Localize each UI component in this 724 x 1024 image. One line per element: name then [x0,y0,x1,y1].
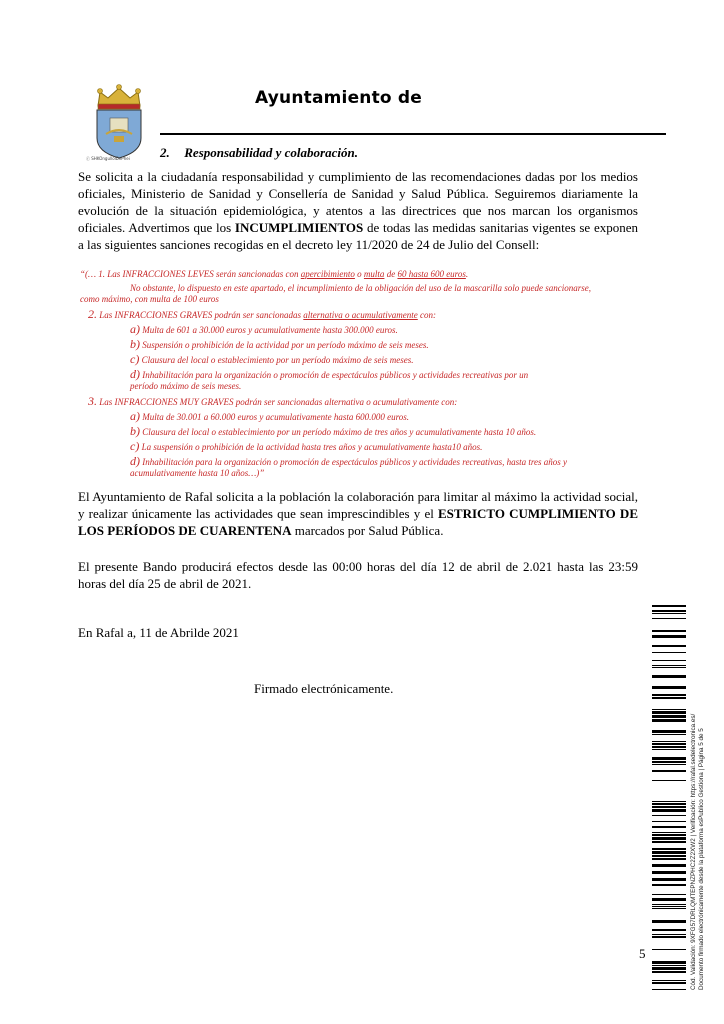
item-text: Inhabilitación para la organización o promoción de espectáculos públicos y actividades recreativas por un [140,370,529,380]
item-letter: a) [130,322,140,336]
barcode-stripe [652,834,686,836]
item-text: La suspensión o prohibición de la actividad hasta tres años y acumulativamente hasta10 años. [139,442,483,452]
barcode-stripe [652,618,686,619]
validation-barcode [652,605,686,990]
barcode-stripe [652,961,686,964]
graves-number: 2. [88,307,97,321]
barcode-stripe [652,848,686,850]
barcode-stripe [652,770,686,772]
leves-line [80,269,640,280]
leves-end: . [465,269,469,279]
barcode-stripe [652,801,686,802]
item-text: Suspensión o prohibición de la actividad por un período máximo de seis meses. [140,340,429,350]
intro-bold-text: INCUMPLIMIENTOS [234,220,364,235]
barcode-stripe [652,667,686,668]
item-letter: a) [130,409,140,423]
barcode-stripe [652,686,686,689]
graves-underlined: alternativa o acumulativamente [303,310,418,320]
section-title: Responsabilidad y colaboración. [184,145,358,160]
barcode-stripe [652,613,686,614]
graves-item-d-cont: período máximo de seis meses. [130,381,242,391]
graves-item-b [130,339,640,351]
muy-graves-item-c [130,441,640,453]
verification-text [690,660,706,990]
item-text: Clausura del local o establecimiento por un período máximo de tres años y acumulativamente hasta 10 años. [140,427,537,437]
barcode-stripe [652,878,686,881]
barcode-stripe [652,697,686,699]
leves-text: “(… 1. Las INFRACCIONES LEVES serán sancionadas con [80,269,301,279]
intro-paragraph [78,168,638,253]
item-text: Clausura del local o establecimiento por un período máximo de seis meses. [139,355,414,365]
barcode-stripe [652,949,686,950]
barcode-stripe [652,967,686,970]
barcode-stripe [652,929,686,931]
barcode-stripe [652,749,686,750]
graves-list [80,324,640,392]
leves-de: de [384,269,398,279]
barcode-stripe [652,660,686,661]
leves-apercibimiento: apercibimiento [300,269,355,279]
signature-note: Firmado electrónicamente. [254,681,394,696]
leves-range: 60 hasta 600 euros [397,269,466,279]
collaboration-paragraph [78,488,638,539]
logo-caption: ⓕ SHKOngullolDePhei [86,156,130,161]
barcode-stripe [652,920,686,923]
barcode-stripe [652,858,686,860]
page-number: 5 [639,946,646,961]
graves-text: Las INFRACCIONES GRAVES podrán ser sancionadas [97,310,304,320]
graves-item-a [130,324,640,336]
item-letter: d) [130,367,140,381]
muy-graves-number: 3. [88,394,97,408]
sanctions-quote [80,269,640,479]
muy-graves-item-d [130,456,640,468]
barcode-stripe [652,719,686,722]
barcode-stripe [652,904,686,905]
graves-item-c [130,354,640,366]
item-text: Multa de 601 a 30.000 euros y acumulativamente hasta 300.000 euros. [140,325,398,335]
leves-multa: multa [363,269,385,279]
barcode-stripe [652,980,686,981]
barcode-stripe [652,906,686,907]
item-letter: b) [130,337,140,351]
muy-graves-item-a [130,411,640,423]
barcode-stripe [652,841,686,843]
barcode-stripe [652,652,686,653]
barcode-stripe [652,965,686,966]
barcode-stripe [652,694,686,696]
section-heading [160,145,358,161]
header-title: Ayuntamiento de [255,88,423,108]
barcode-stripe [652,741,686,742]
place-date: En Rafal a, 11 de Abrilde 2021 [78,625,239,640]
mascarilla-note: No obstante, lo dispuesto en este apartado, el incumplimiento de la obligación del uso de la mascarilla solo puede sancionarse, [130,283,591,293]
municipal-coat-of-arms-logo [84,82,154,162]
barcode-stripe [652,743,686,745]
barcode-stripe [652,851,686,854]
barcode-stripe [652,665,686,666]
barcode-stripe [652,635,686,638]
collab-text-end: marcados por Salud Pública. [291,523,444,538]
section-number: 2. [160,145,170,160]
barcode-stripe [652,711,686,714]
barcode-stripe [652,936,686,938]
graves-line [80,309,640,321]
barcode-stripe [652,982,686,984]
graves-end: con: [417,310,437,320]
barcode-stripe [652,734,686,735]
barcode-stripe [652,855,686,857]
item-letter: d) [130,454,140,468]
barcode-stripe [652,832,686,833]
barcode-stripe [652,837,686,840]
collab-bold-text: ESTRICTO CUMPLIMIENTO DE LOS PERÍODOS DE CUARENTENA [78,506,638,538]
barcode-stripe [652,971,686,973]
barcode-stripe [652,806,686,808]
barcode-stripe [652,898,686,901]
item-letter: c) [130,352,140,366]
item-text: Multa de 30.001 a 60.000 euros y acumulativamente hasta 600.000 euros. [140,412,410,422]
barcode-stripe [652,780,686,781]
barcode-stripe [652,815,686,816]
barcode-stripe [652,826,686,828]
header-divider [160,133,666,135]
barcode-stripe [652,934,686,935]
barcode-stripe [652,709,686,710]
item-letter: b) [130,424,140,438]
item-text: Inhabilitación para la organización o promoción de espectáculos públicos y actividades recreativas, hasta tres años y [140,457,568,467]
verification-code-line: Cód. Validación: 9XFG57DRLQMTEPNZPHC2Z2XW2 | Verificación: https://rafal.sedelectronica.es/ [690,713,697,990]
barcode-stripe [652,630,686,632]
barcode-stripe [652,645,686,647]
item-letter: c) [130,439,140,453]
barcode-stripe [652,761,686,763]
leves-o: o [354,269,364,279]
graves-item-d [130,369,640,381]
mascarilla-note-cont: como máximo, con multa de 100 euros [80,294,219,304]
validity-paragraph: El presente Bando producirá efectos desde las 00:00 horas del día 12 de abril de 2.021 hasta las 23:59 horas del día 25 de abril de 2021. [78,559,638,591]
barcode-stripe [652,884,686,886]
muy-graves-line [80,396,640,408]
intro-text: Se solicita a la ciudadanía responsabilidad y cumplimiento de las recomendaciones dadas por los medios oficiales, Ministerio de Sanidad y Consellería de Sanidad y Salud Pública. Seguiremos diariamente la evolución de la situación epidemiológica, y atentos a las directrices que nos marcan los organismos oficiales. Advertimos que los [78,169,638,235]
intro-text-end: de todas las medidas sanitarias vigentes se exponen a las siguientes sanciones recogidas en el decreto ley 11/2020 de 24 de Julio del Consell: [78,220,638,252]
barcode-stripe [652,746,686,748]
barcode-stripe [652,871,686,874]
barcode-stripe [652,764,686,765]
barcode-stripe [652,730,686,733]
barcode-stripe [652,757,686,760]
barcode-stripe [652,803,686,805]
barcode-stripe [652,864,686,867]
muy-graves-text: Las INFRACCIONES MUY GRAVES podrán ser sancionadas alternativa o acumulativamente con: [97,397,458,407]
barcode-stripe [652,605,686,607]
barcode-stripe [652,610,686,612]
barcode-stripe [652,715,686,718]
collab-text: El Ayuntamiento de Rafal solicita a la población la colaboración para limitar al máximo la actividad social, y realizar únicamente las actividades que sean imprescindibles y el [78,489,638,521]
barcode-stripe [652,821,686,822]
barcode-stripe [652,894,686,895]
muy-graves-item-d-cont: acumulativamente hasta 10 años…)” [130,468,265,478]
muy-graves-item-b [130,426,640,438]
barcode-stripe [652,675,686,678]
barcode-stripe [652,809,686,812]
muy-graves-list [80,411,640,479]
platform-line: Documento firmado electrónicamente desde la plataforma esPublico Gestiona | Página 5 de 5 [698,728,705,990]
barcode-stripe [652,908,686,909]
barcode-stripe [652,989,686,990]
